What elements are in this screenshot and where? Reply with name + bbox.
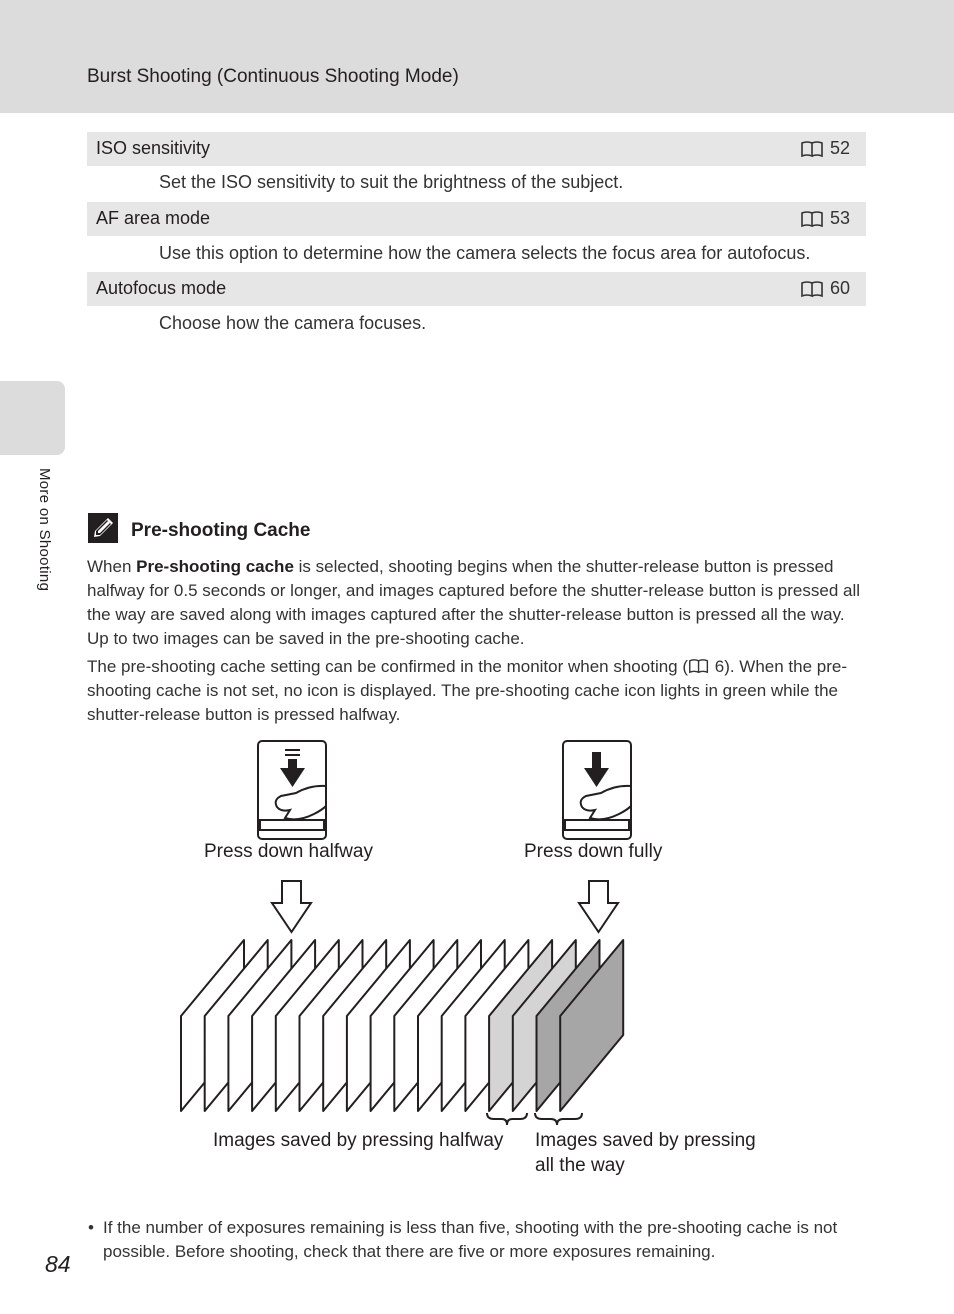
reference-page-number: 52: [829, 138, 850, 158]
bracket-halfway: [487, 1113, 527, 1125]
setting-name: ISO sensitivity: [96, 138, 211, 158]
shutter-fully-icon: [563, 741, 631, 839]
label-press-fully: Press down fully: [524, 841, 663, 862]
note-text: The pre-shooting cache setting can be confirmed in the monitor when shooting (: [87, 657, 689, 676]
setting-name: AF area mode: [96, 208, 211, 228]
chapter-tab-label: More on Shooting: [36, 468, 53, 592]
label-saved-halfway: Images saved by pressing halfway: [213, 1130, 504, 1151]
setting-description: Set the ISO sensitivity to suit the brightness of the subject.: [159, 172, 624, 192]
shutter-halfway-icon: [258, 741, 326, 839]
down-arrow-halfway-icon: [272, 881, 311, 932]
setting-name: Autofocus mode: [96, 278, 227, 298]
label-saved-fully-line2: all the way: [535, 1155, 625, 1176]
page-number: 84: [45, 1251, 71, 1277]
bullet-text: If the number of exposures remaining is less than five, shooting with the pre-shooting cache is not possible. Before shooting, check that there are five or more exposures remaining.: [103, 1218, 838, 1261]
note-text: is selected, shooting begins when the shutter-release button is pressed halfway for 0.5 seconds or longer, and images captured before the shutter-release button is pressed all the way are saved along with images captured after the shutter-release button is pressed all the way. Up to two images can be saved in the pre-shooting cache.: [87, 557, 861, 648]
note-text: When: [87, 557, 137, 576]
bracket-fully: [535, 1113, 582, 1125]
note-text: 6). When the pre-shooting cache is not set, no icon is displayed. The pre-shooting cache icon lights in green while the shutter-release button is pressed halfway.: [87, 657, 848, 724]
setting-description: Choose how the camera focuses.: [159, 313, 427, 333]
page-header-title: Burst Shooting (Continuous Shooting Mode): [87, 66, 459, 87]
note-bold-term: Pre-shooting cache: [136, 557, 294, 576]
label-saved-fully-line1: Images saved by pressing: [535, 1130, 756, 1151]
note-title: Pre-shooting Cache: [131, 520, 311, 541]
image-frames: [181, 940, 623, 1111]
down-arrow-fully-icon: [579, 881, 618, 932]
reference-page-number: 53: [829, 208, 850, 228]
bullet-symbol: •: [88, 1218, 94, 1237]
reference-page-number: 60: [829, 278, 850, 298]
label-press-halfway: Press down halfway: [204, 841, 373, 862]
setting-description: Use this option to determine how the camera selects the focus area for autofocus.: [159, 243, 811, 263]
